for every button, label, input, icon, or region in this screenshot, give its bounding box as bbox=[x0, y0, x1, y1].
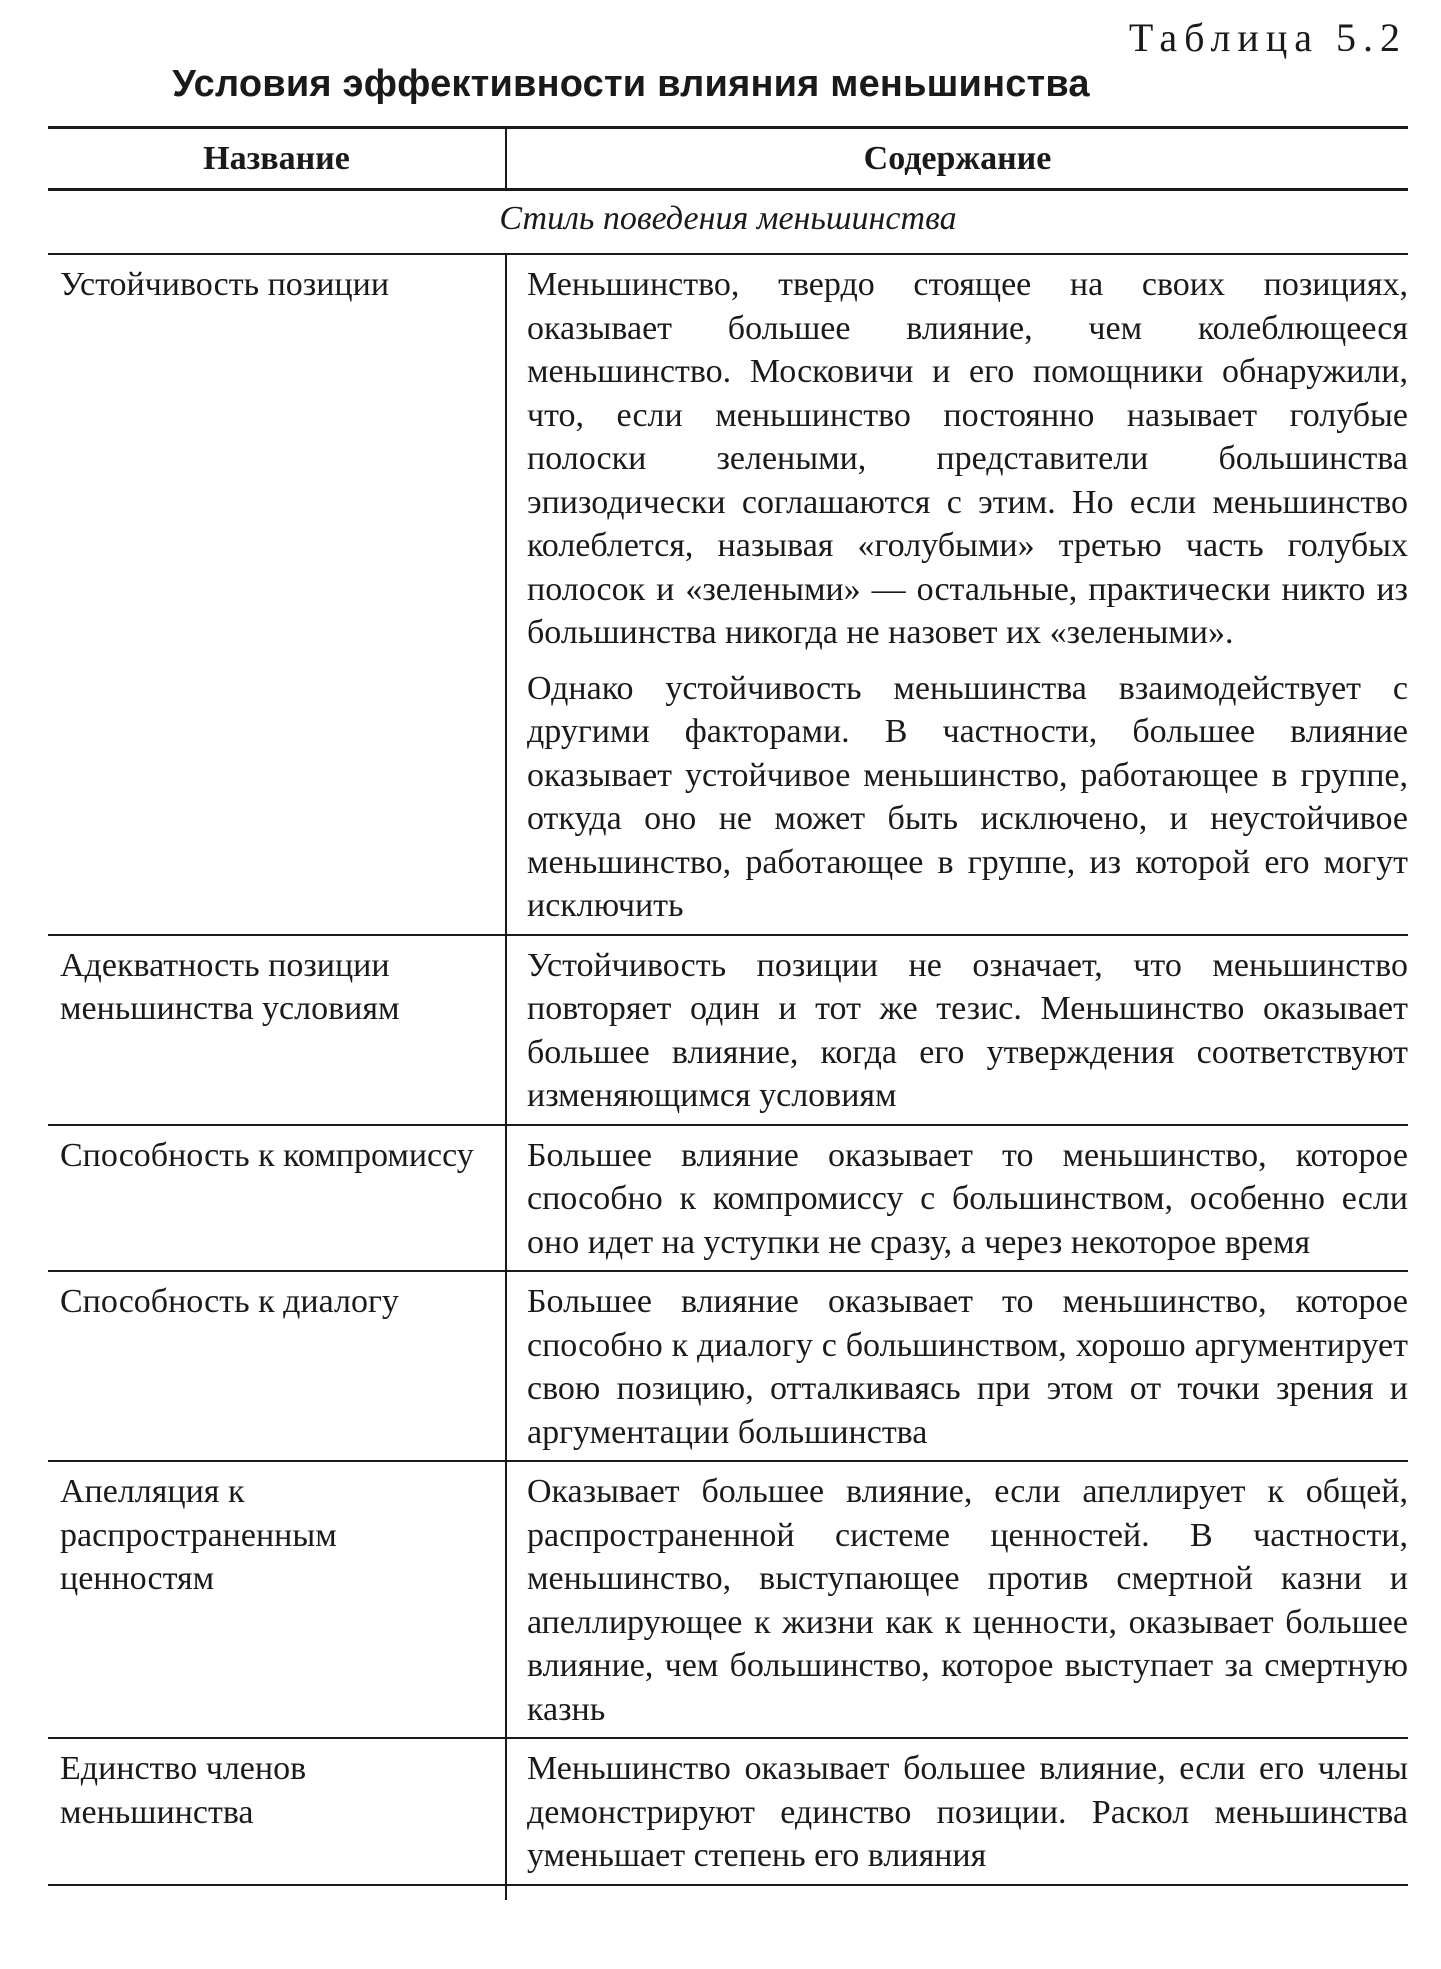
table-row bbox=[48, 935, 1408, 1125]
row-paragraph: Меньшинство оказывает большее влияние, если его члены демонстрируют единство позиции. Раскол меньшинства уменьшает степень его влияния bbox=[527, 1750, 1408, 1874]
section-row bbox=[48, 190, 1408, 255]
row-content bbox=[506, 1125, 1408, 1272]
row-paragraph: Однако устойчивость меньшинства взаимодействует с другими факторами. В частности, большее влияние оказывает устойчивое меньшинство, работающее в группе, откуда оно не может быть исключено, и неустойчивое меньшинство, работающее в группе, из которой его могут исключить bbox=[527, 669, 1408, 924]
row-name: Способность к диалогу bbox=[48, 1271, 506, 1461]
row-name: Апелляция к распространенным ценностям bbox=[48, 1461, 506, 1738]
table-row bbox=[48, 1271, 1408, 1461]
table-continuation bbox=[48, 1885, 1408, 1900]
row-paragraph: Устойчивость позиции не означает, что меньшинство повторяет один и тот же тезис. Меньшинство оказывает большее влияние, когда его утверждения соответствуют изменяющимся условиям bbox=[527, 946, 1408, 1114]
row-content bbox=[506, 935, 1408, 1125]
column-header-content: Содержание bbox=[506, 128, 1408, 190]
table-header-row bbox=[48, 128, 1408, 190]
row-content bbox=[506, 1738, 1408, 1885]
table-row bbox=[48, 254, 1408, 935]
table-row bbox=[48, 1125, 1408, 1272]
conditions-table bbox=[48, 126, 1408, 1900]
row-name: Способность к компромиссу bbox=[48, 1125, 506, 1272]
table-row bbox=[48, 1738, 1408, 1885]
table-row bbox=[48, 1461, 1408, 1738]
row-paragraph: Оказывает большее влияние, если апеллирует к общей, распространенной системе ценностей. В частности, меньшинство, выступающее против смертной казни и апеллирующее к жизни как к ценности, оказывает большее влияние, чем большинство, которое выступает за смертную казнь bbox=[527, 1473, 1408, 1728]
continuation-cell bbox=[506, 1885, 1408, 1900]
continuation-cell bbox=[48, 1885, 506, 1900]
section-label: Стиль поведения меньшинства bbox=[499, 200, 957, 237]
row-content bbox=[506, 254, 1408, 935]
row-paragraph: Большее влияние оказывает то меньшинство, которое способно к компромиссу с большинством, особенно если оно идет на уступки не сразу, а через некоторое время bbox=[527, 1136, 1408, 1261]
row-name: Адекватность позиции меньшинства условиям bbox=[48, 935, 506, 1125]
table-label: Таблица 5.2 bbox=[1128, 15, 1407, 60]
column-header-name: Название bbox=[48, 128, 506, 190]
row-name: Единство членов меньшинства bbox=[48, 1738, 506, 1885]
row-name: Устойчивость позиции bbox=[48, 254, 506, 935]
table-title: Условия эффективности влияния меньшинства bbox=[172, 63, 1090, 105]
row-content bbox=[506, 1461, 1408, 1738]
row-paragraph: Большее влияние оказывает то меньшинство, которое способно к диалогу с большинством, хорошо аргументирует свою позицию, отталкиваясь при этом от точки зрения и аргументации большинства bbox=[527, 1283, 1408, 1451]
row-content bbox=[506, 1271, 1408, 1461]
row-paragraph: Меньшинство, твердо стоящее на своих позициях, оказывает большее влияние, чем колеблющееся меньшинство. Московичи и его помощники обнаружили, что, если меньшинство постоянно называет голубые полоски зелеными, представители большинства эпизодически соглашаются с этим. Но если меньшинство колеблется, называя «голубыми» третью часть голубых полосок и «зелеными» — остальные, практически никто из большинства никогда не назовет их «зелеными». bbox=[527, 266, 1408, 651]
